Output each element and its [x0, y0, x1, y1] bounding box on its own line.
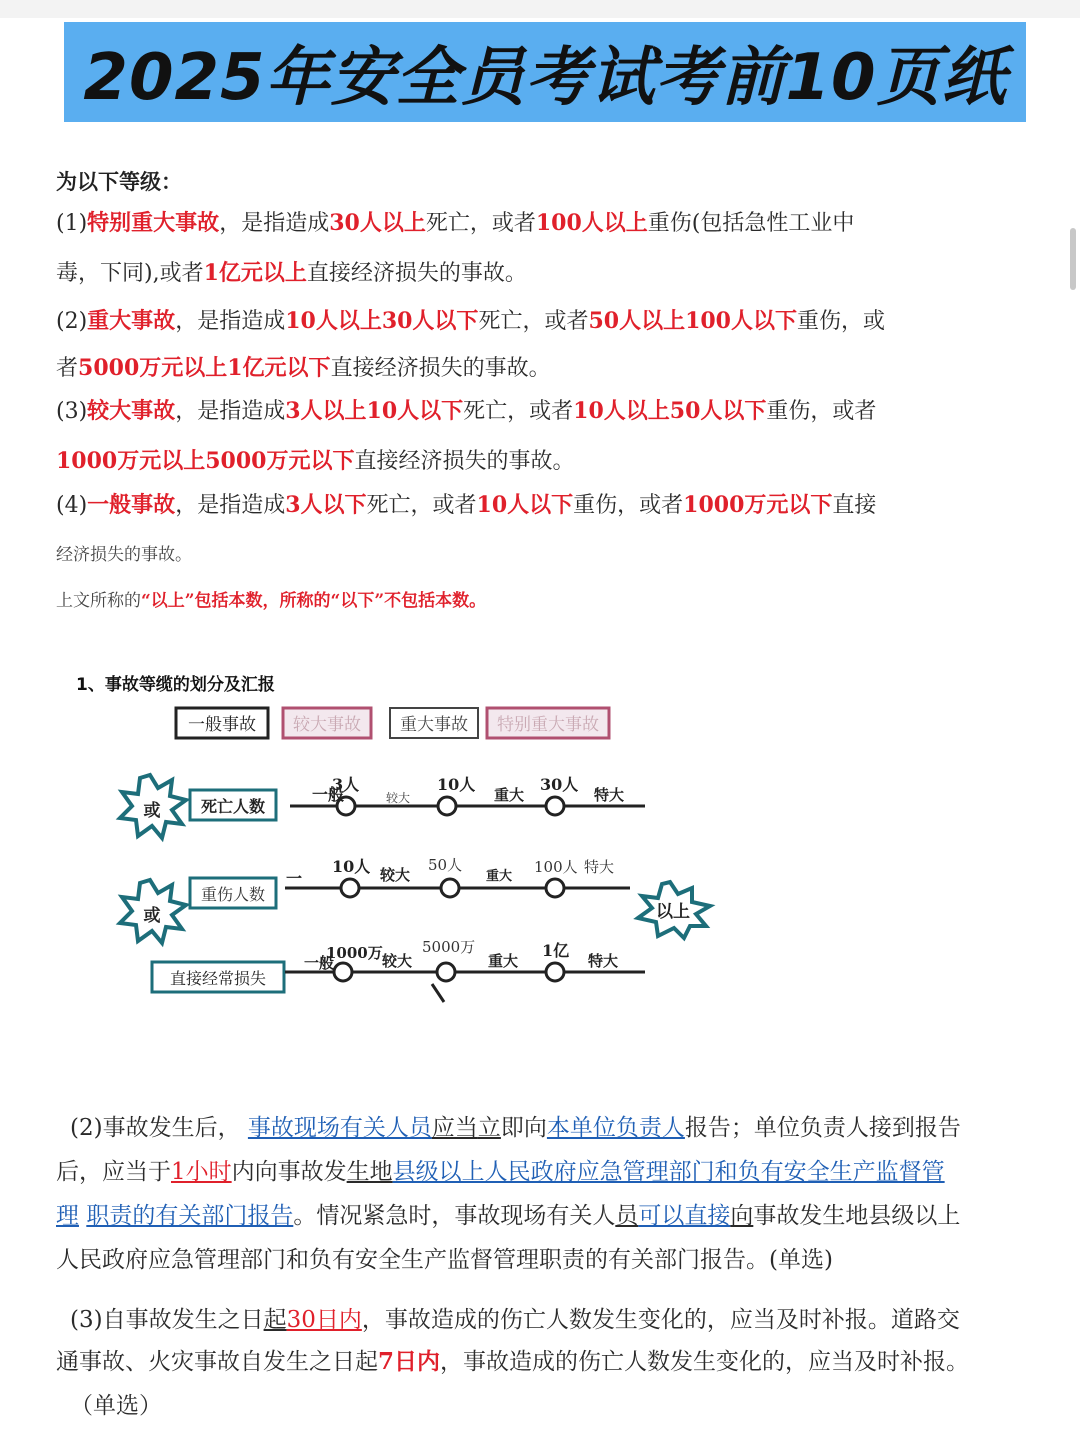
row-2-threshold-1: 10人 — [332, 857, 371, 876]
text-span: 重伤，或 — [797, 309, 886, 334]
row-3-level-4: 特大 — [588, 952, 619, 970]
legend-label-2: 较大事故 — [293, 715, 361, 735]
report-para-3-line-3: （单选） — [70, 1393, 162, 1419]
underline-span: 可以直接 — [638, 1203, 731, 1229]
underline-span: 30日内 — [286, 1307, 362, 1333]
level-4-line-1 — [56, 488, 876, 519]
row-3-level-2: 较大 — [382, 952, 413, 970]
text-span: 。情况紧急时，事故现场有关人 — [293, 1203, 616, 1229]
text-span: 内向事故发 — [231, 1159, 347, 1185]
threshold-node — [438, 797, 456, 815]
or-label-1: 或 — [143, 801, 161, 821]
underline-span: 职责的有关部门报告 — [86, 1203, 294, 1229]
or-label-2: 或 — [143, 906, 161, 926]
underline-span: 1小时 — [171, 1159, 232, 1185]
highlight-span: 10人以下 — [476, 492, 574, 518]
threshold-node — [546, 963, 564, 981]
row-2-threshold-3: 100人 — [534, 858, 578, 876]
text-span: ，是指造成 — [219, 211, 330, 236]
report-para-2-line-4: 人民政府应急管理部门和负有安全生产监督管理职责的有关部门报告。(单选) — [56, 1247, 833, 1273]
level-4-line-2: 经济损失的事故。 — [56, 545, 192, 565]
above-burst — [638, 882, 710, 938]
diagram-title: 1、事故等缆的划分及汇报 — [76, 675, 275, 695]
scope-note — [56, 586, 486, 611]
underline-span: 理 — [56, 1203, 79, 1229]
underline-span: 立 — [477, 1115, 501, 1141]
report-para-3-line-1 — [70, 1298, 960, 1342]
threshold-node — [437, 963, 455, 981]
underline-span: 起 — [263, 1307, 287, 1333]
report-para-2-line-1 — [70, 1106, 961, 1150]
row-1-level-3: 重大 — [494, 786, 525, 804]
highlight-span: 5000万元以上1亿元以下 — [78, 355, 331, 381]
highlight-span: 3人以上10人以下 — [285, 398, 464, 424]
text-span: 直接经济损失的事故。 — [354, 449, 575, 474]
text-span: ，事故造成的伤亡人数发生变化的，应当及时补报。 — [440, 1349, 970, 1375]
legend-label-1: 一般事故 — [188, 715, 256, 735]
row-3-level-1: 一般 — [304, 954, 335, 972]
underline-span: 向 — [730, 1203, 754, 1229]
text-span: ，是指造成 — [175, 309, 286, 334]
row-1-threshold-3: 30人 — [540, 775, 579, 794]
top-bar — [0, 0, 1080, 18]
legend-label-3: 重大事故 — [400, 715, 468, 735]
highlight-span: 特别重大事故 — [87, 210, 220, 236]
row-label-3: 直接经常损失 — [169, 969, 267, 988]
highlight-span: 10人以上50人以下 — [573, 398, 767, 424]
report-para-2-line-2 — [56, 1150, 945, 1194]
level-1-line-2 — [56, 256, 527, 287]
row-3-threshold-2: 5000万 — [422, 938, 476, 956]
highlight-span: 重大事故 — [87, 308, 176, 334]
text-span: 者 — [56, 356, 79, 381]
text-span: 直接经济损失的事故。 — [306, 261, 527, 286]
highlight-span: 100人以上 — [535, 210, 648, 236]
text-span: (4) — [56, 493, 88, 518]
row-1-level-4: 特大 — [594, 786, 625, 804]
report-para-3-line-2 — [56, 1340, 969, 1384]
text-span: 即向 — [500, 1115, 547, 1141]
page-title: 2025年安全员考试考前10页纸 — [83, 41, 1007, 115]
highlight-span: 30人以上 — [329, 210, 426, 236]
level-1-line-1 — [56, 206, 854, 237]
row-label-2: 重伤人数 — [200, 885, 266, 904]
text-span: 上文所称的 — [56, 591, 141, 611]
level-2-line-2 — [56, 351, 551, 382]
row-3-threshold-1: 1000万 — [326, 944, 383, 962]
text-span: 死亡，或者 — [463, 399, 574, 424]
row-3-level-3: 重大 — [488, 952, 519, 970]
text-span: 死亡，或者 — [478, 309, 589, 334]
underline-span: 生地 — [346, 1159, 393, 1185]
intro-text: 为以下等级： — [56, 170, 182, 194]
text-span: 毒，下同),或者 — [56, 261, 204, 286]
row-2-level-3: 重大 — [486, 869, 513, 884]
text-span: 重伤，或者 — [573, 493, 684, 518]
highlight-span: 3人以下 — [285, 492, 367, 518]
text-span: 重伤(包括急性工业中 — [647, 211, 855, 236]
or-burst-2 — [120, 880, 186, 943]
text-span: 报告；单位负责人接到报告 — [684, 1115, 961, 1141]
highlight-span: “以上”包括本数，所称的“以下”不包括本数。 — [141, 591, 487, 611]
row-1-level-2: 较大 — [386, 791, 411, 805]
legend — [176, 708, 609, 738]
text-span: 直接 — [832, 493, 877, 518]
threshold-node — [334, 963, 352, 981]
title-banner — [64, 22, 1026, 122]
report-para-2-line-3 — [56, 1194, 960, 1238]
underline-span: 员 — [615, 1203, 639, 1229]
highlight-span: 1000万元以上5000万元以下 — [56, 448, 355, 474]
underline-span: 本单位负责人 — [546, 1115, 685, 1141]
pointer-mark — [432, 984, 444, 1002]
row-label-1: 死亡人数 — [200, 797, 266, 816]
text-span: 事故发生地县级以上 — [753, 1203, 961, 1229]
row-1-threshold-2: 10人 — [437, 775, 476, 794]
underline-span: 县级以上人民政府应急管理部门和负有安全生产监督管 — [392, 1159, 945, 1185]
highlight-span: 较大事故 — [87, 398, 176, 424]
threshold-node — [546, 797, 564, 815]
text-span: 重伤，或者 — [766, 399, 877, 424]
row-2-threshold-2: 50人 — [428, 856, 463, 874]
row-2-level-4: 特大 — [584, 858, 615, 876]
level-3-line-1 — [56, 394, 876, 425]
text-span: (2) — [56, 309, 88, 334]
accident-level-diagram — [100, 700, 740, 1020]
underline-span: 应当 — [431, 1115, 478, 1141]
highlight-span: 1亿元以上 — [203, 260, 307, 286]
level-3-line-2 — [56, 444, 574, 475]
highlight-span: 一般事故 — [87, 492, 176, 518]
or-burst-1 — [120, 775, 186, 838]
row-2-level-1: 一 — [286, 869, 303, 888]
level-2-line-1 — [56, 304, 885, 335]
above-label: 以上 — [656, 902, 690, 922]
highlight-span: 7日内 — [378, 1348, 441, 1375]
text-span: (2)事故发生后， — [70, 1115, 241, 1141]
scrollbar-thumb[interactable] — [1070, 228, 1076, 290]
text-span: 通事故、火灾事故自发生之日起 — [56, 1349, 378, 1375]
text-span: 后，应当于 — [56, 1159, 171, 1185]
threshold-node — [546, 879, 564, 897]
text-span: 直接经济损失的事故。 — [330, 356, 551, 381]
text-span: 死亡，或者 — [366, 493, 477, 518]
text-span: (3)自事故发生之日 — [70, 1307, 264, 1333]
highlight-span: 50人以上100人以下 — [588, 308, 797, 334]
row-3-threshold-3: 1亿 — [542, 941, 570, 960]
highlight-span: 10人以上30人以下 — [285, 308, 479, 334]
text-span: ，是指造成 — [175, 493, 286, 518]
row-2-level-2: 较大 — [380, 866, 411, 884]
highlight-span: 1000万元以下 — [683, 492, 833, 518]
text-span: ，是指造成 — [175, 399, 286, 424]
text-span: ，事故造成的伤亡人数发生变化的，应当及时补报。道路交 — [361, 1307, 960, 1333]
underline-span: 事故现场有关人员 — [247, 1115, 432, 1141]
row-1-level-1: 一般 — [312, 785, 345, 804]
text-span: 死亡，或者 — [425, 211, 536, 236]
row-1-threshold-1: 3人 — [332, 775, 360, 794]
threshold-node — [341, 879, 359, 897]
legend-label-4: 特别重大事故 — [497, 715, 599, 735]
text-span: (1) — [56, 211, 88, 236]
threshold-node — [441, 879, 459, 897]
text-span: (3) — [56, 399, 88, 424]
